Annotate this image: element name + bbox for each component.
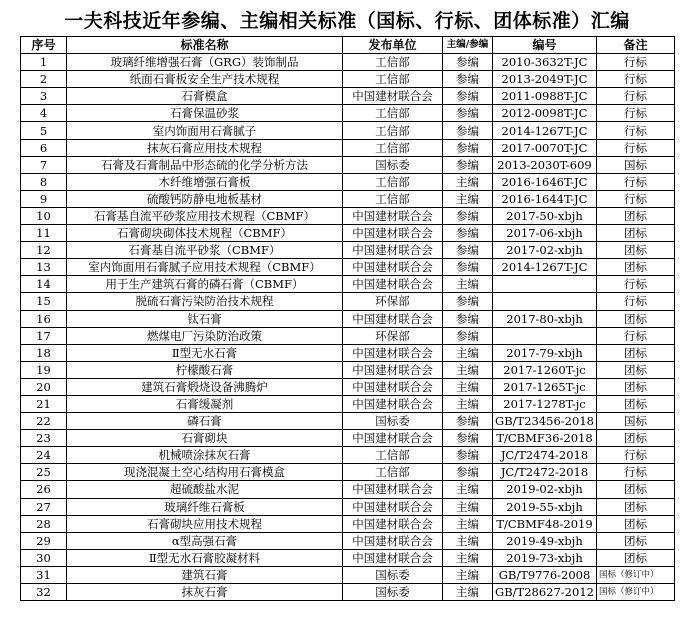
cell-remark: 团标: [597, 430, 675, 447]
cell-remark: 团标: [597, 515, 675, 532]
cell-publisher: 中国建材联合会: [343, 225, 443, 242]
cell-publisher: 工信部: [343, 105, 443, 122]
cell-publisher: 工信部: [343, 190, 443, 207]
cell-role: 主编: [443, 515, 493, 532]
cell-row-number: 4: [21, 105, 67, 122]
cell-standard-code: GB/T9776-2008: [493, 566, 597, 583]
cell-standard-code: 2017-1265T-jc: [493, 378, 597, 395]
cell-remark: 国标: [597, 413, 675, 430]
table-row: [21, 276, 675, 293]
table-row: [21, 566, 675, 583]
cell-role: 主编: [443, 190, 493, 207]
table-body: [21, 54, 675, 601]
cell-role: 主编: [443, 549, 493, 566]
cell-role: 主编: [443, 498, 493, 515]
cell-row-number: 9: [21, 190, 67, 207]
cell-remark: 国标（修订中）: [597, 566, 675, 583]
cell-role: 参编: [443, 54, 493, 71]
cell-row-number: 17: [21, 327, 67, 344]
cell-standard-code: JC/T2472-2018: [493, 464, 597, 481]
cell-standard-name: 柠檬酸石膏: [67, 361, 343, 378]
cell-row-number: 32: [21, 584, 67, 601]
cell-role: 参编: [443, 310, 493, 327]
cell-standard-name: 脱硫石膏污染防治技术规程: [67, 293, 343, 310]
cell-remark: 行标: [597, 122, 675, 139]
table-row: [21, 344, 675, 361]
cell-role: 主编: [443, 276, 493, 293]
cell-row-number: 31: [21, 566, 67, 583]
cell-role: 参编: [443, 259, 493, 276]
header-role: 主编/参编: [443, 37, 493, 54]
table-row: [21, 584, 675, 601]
cell-remark: 团标: [597, 532, 675, 549]
cell-role: 参编: [443, 447, 493, 464]
standards-table: [20, 36, 675, 601]
cell-publisher: 中国建材联合会: [343, 207, 443, 224]
cell-standard-name: 硫酸钙防静电地板基材: [67, 190, 343, 207]
cell-remark: 团标: [597, 395, 675, 412]
cell-publisher: 中国建材联合会: [343, 532, 443, 549]
table-row: [21, 242, 675, 259]
cell-standard-code: 2019-55-xbjh: [493, 498, 597, 515]
cell-role: 参编: [443, 225, 493, 242]
cell-standard-name: 石膏砌块: [67, 430, 343, 447]
cell-publisher: 中国建材联合会: [343, 276, 443, 293]
table-row: [21, 190, 675, 207]
cell-standard-name: 纸面石膏板安全生产技术规程: [67, 71, 343, 88]
cell-publisher: 中国建材联合会: [343, 515, 443, 532]
cell-standard-code: 2010-3632T-JC: [493, 54, 597, 71]
cell-role: 主编: [443, 481, 493, 498]
cell-remark: 行标: [597, 293, 675, 310]
cell-standard-code: 2019-02-xbjh: [493, 481, 597, 498]
table-row: [21, 532, 675, 549]
cell-standard-code: 2016-1646T-JC: [493, 173, 597, 190]
cell-remark: 团标: [597, 498, 675, 515]
cell-publisher: 工信部: [343, 139, 443, 156]
cell-publisher: 中国建材联合会: [343, 344, 443, 361]
cell-standard-name: 抹灰石膏: [67, 584, 343, 601]
cell-row-number: 26: [21, 481, 67, 498]
table-row: [21, 173, 675, 190]
cell-standard-code: 2017-80-xbjh: [493, 310, 597, 327]
table-row: [21, 481, 675, 498]
cell-standard-code: [493, 327, 597, 344]
cell-remark: 团标: [597, 549, 675, 566]
cell-row-number: 10: [21, 207, 67, 224]
cell-row-number: 22: [21, 413, 67, 430]
cell-standard-name: 石膏砌块砌体技术规程（CBMF）: [67, 225, 343, 242]
table-row: [21, 327, 675, 344]
cell-standard-code: GB/T28627-2012: [493, 584, 597, 601]
cell-standard-name: α型高强石膏: [67, 532, 343, 549]
cell-publisher: 中国建材联合会: [343, 242, 443, 259]
table-row: [21, 430, 675, 447]
cell-publisher: 中国建材联合会: [343, 498, 443, 515]
cell-row-number: 15: [21, 293, 67, 310]
cell-standard-code: 2017-06-xbjh: [493, 225, 597, 242]
cell-standard-name: 燃煤电厂污染防治政策: [67, 327, 343, 344]
table-row: [21, 361, 675, 378]
cell-role: 参编: [443, 464, 493, 481]
cell-row-number: 20: [21, 378, 67, 395]
cell-publisher: 工信部: [343, 447, 443, 464]
cell-role: 参编: [443, 122, 493, 139]
table-row: [21, 310, 675, 327]
cell-role: 参编: [443, 207, 493, 224]
cell-remark: 行标: [597, 173, 675, 190]
cell-standard-code: 2017-50-xbjh: [493, 207, 597, 224]
cell-standard-name: 用于生产建筑石膏的磷石膏（CBMF）: [67, 276, 343, 293]
cell-standard-name: 玻璃纤维石膏板: [67, 498, 343, 515]
header-code: 编号: [493, 37, 597, 54]
cell-standard-name: 现浇混凝土空心结构用石膏模盒: [67, 464, 343, 481]
cell-row-number: 19: [21, 361, 67, 378]
cell-remark: 团标: [597, 481, 675, 498]
cell-role: 参编: [443, 327, 493, 344]
cell-publisher: 工信部: [343, 54, 443, 71]
cell-role: 参编: [443, 156, 493, 173]
cell-row-number: 1: [21, 54, 67, 71]
cell-row-number: 5: [21, 122, 67, 139]
cell-row-number: 28: [21, 515, 67, 532]
cell-remark: 国标: [597, 156, 675, 173]
cell-standard-code: 2014-1267T-JC: [493, 259, 597, 276]
cell-role: 主编: [443, 532, 493, 549]
cell-role: 参编: [443, 105, 493, 122]
cell-role: 参编: [443, 88, 493, 105]
cell-publisher: 国标委: [343, 156, 443, 173]
cell-standard-code: JC/T2474-2018: [493, 447, 597, 464]
cell-remark: 行标: [597, 88, 675, 105]
header-publisher: 发布单位: [343, 37, 443, 54]
cell-remark: 行标: [597, 464, 675, 481]
table-row: [21, 395, 675, 412]
cell-standard-code: 2017-02-xbjh: [493, 242, 597, 259]
cell-standard-code: 2017-1278T-jc: [493, 395, 597, 412]
cell-standard-name: 室内饰面用石膏腻子: [67, 122, 343, 139]
cell-publisher: 中国建材联合会: [343, 259, 443, 276]
cell-standard-name: 超硫酸盐水泥: [67, 481, 343, 498]
cell-remark: 行标: [597, 327, 675, 344]
cell-standard-code: 2012-0098T-JC: [493, 105, 597, 122]
cell-publisher: 中国建材联合会: [343, 395, 443, 412]
cell-row-number: 14: [21, 276, 67, 293]
cell-publisher: 国标委: [343, 566, 443, 583]
cell-standard-name: 石膏基自流平砂浆（CBMF）: [67, 242, 343, 259]
cell-role: 参编: [443, 293, 493, 310]
cell-publisher: 中国建材联合会: [343, 378, 443, 395]
cell-standard-name: 机械喷涂抹灰石膏: [67, 447, 343, 464]
table-row: [21, 88, 675, 105]
cell-standard-name: Ⅱ型无水石膏胶凝材料: [67, 549, 343, 566]
table-row: [21, 259, 675, 276]
header-name: 标准名称: [67, 37, 343, 54]
cell-standard-code: 2017-79-xbjh: [493, 344, 597, 361]
cell-row-number: 27: [21, 498, 67, 515]
cell-standard-name: 石膏模盒: [67, 88, 343, 105]
cell-standard-name: 玻璃纤维增强石膏（GRG）装饰制品: [67, 54, 343, 71]
cell-role: 主编: [443, 584, 493, 601]
cell-publisher: 中国建材联合会: [343, 430, 443, 447]
cell-standard-code: GB/T23456-2018: [493, 413, 597, 430]
cell-role: 主编: [443, 361, 493, 378]
cell-standard-code: 2016-1644T-JC: [493, 190, 597, 207]
document-title: 一夫科技近年参编、主编相关标准（国标、行标、团体标准）汇编: [64, 10, 630, 32]
cell-row-number: 2: [21, 71, 67, 88]
cell-publisher: 工信部: [343, 464, 443, 481]
cell-role: 参编: [443, 430, 493, 447]
cell-row-number: 29: [21, 532, 67, 549]
cell-role: 主编: [443, 378, 493, 395]
cell-standard-name: 磷石膏: [67, 413, 343, 430]
cell-publisher: 工信部: [343, 173, 443, 190]
cell-publisher: 中国建材联合会: [343, 549, 443, 566]
cell-remark: 团标: [597, 344, 675, 361]
table-row: [21, 498, 675, 515]
cell-publisher: 国标委: [343, 413, 443, 430]
table-row: [21, 549, 675, 566]
cell-remark: 行标: [597, 139, 675, 156]
cell-standard-name: 室内饰面用石膏腻子应用技术规程（CBMF）: [67, 259, 343, 276]
cell-row-number: 11: [21, 225, 67, 242]
cell-standard-code: 2014-1267T-JC: [493, 122, 597, 139]
cell-remark: 团标: [597, 207, 675, 224]
cell-publisher: 工信部: [343, 71, 443, 88]
cell-row-number: 12: [21, 242, 67, 259]
table-row: [21, 378, 675, 395]
cell-standard-code: [493, 276, 597, 293]
table-row: [21, 225, 675, 242]
cell-standard-name: 石膏及石膏制品中形态硫的化学分析方法: [67, 156, 343, 173]
cell-standard-name: 抹灰石膏应用技术规程: [67, 139, 343, 156]
cell-standard-name: 石膏保温砂浆: [67, 105, 343, 122]
cell-row-number: 3: [21, 88, 67, 105]
cell-standard-name: 建筑石膏: [67, 566, 343, 583]
cell-publisher: 环保部: [343, 293, 443, 310]
cell-remark: 团标: [597, 225, 675, 242]
cell-row-number: 8: [21, 173, 67, 190]
cell-remark: 行标: [597, 447, 675, 464]
cell-row-number: 24: [21, 447, 67, 464]
table-row: [21, 139, 675, 156]
cell-row-number: 18: [21, 344, 67, 361]
table-row: [21, 54, 675, 71]
cell-role: 主编: [443, 566, 493, 583]
table-row: [21, 122, 675, 139]
cell-standard-code: 2019-49-xbjh: [493, 532, 597, 549]
cell-publisher: 国标委: [343, 584, 443, 601]
cell-row-number: 30: [21, 549, 67, 566]
cell-row-number: 6: [21, 139, 67, 156]
cell-standard-code: 2013-2049T-JC: [493, 71, 597, 88]
table-row: [21, 515, 675, 532]
cell-row-number: 13: [21, 259, 67, 276]
cell-remark: 国标（修订中）: [597, 584, 675, 601]
cell-role: 参编: [443, 71, 493, 88]
cell-row-number: 7: [21, 156, 67, 173]
cell-standard-name: 钛石膏: [67, 310, 343, 327]
cell-role: 参编: [443, 139, 493, 156]
cell-remark: 行标: [597, 190, 675, 207]
cell-row-number: 25: [21, 464, 67, 481]
table-row: [21, 207, 675, 224]
cell-role: 参编: [443, 242, 493, 259]
cell-remark: 行标: [597, 276, 675, 293]
cell-standard-name: 石膏缓凝剂: [67, 395, 343, 412]
cell-role: 主编: [443, 173, 493, 190]
table-row: [21, 293, 675, 310]
cell-publisher: 中国建材联合会: [343, 88, 443, 105]
cell-role: 参编: [443, 413, 493, 430]
table-row: [21, 447, 675, 464]
cell-standard-code: 2017-1260T-jc: [493, 361, 597, 378]
table-row: [21, 71, 675, 88]
cell-publisher: 中国建材联合会: [343, 481, 443, 498]
table-header-row: [21, 37, 675, 54]
cell-standard-code: 2011-0988T-JC: [493, 88, 597, 105]
cell-remark: 行标: [597, 71, 675, 88]
header-remark: 备注: [597, 37, 675, 54]
table-row: [21, 413, 675, 430]
cell-standard-code: T/CBMF48-2019: [493, 515, 597, 532]
cell-role: 主编: [443, 344, 493, 361]
cell-publisher: 工信部: [343, 122, 443, 139]
cell-standard-code: 2013-2030T-609: [493, 156, 597, 173]
table-row: [21, 105, 675, 122]
cell-standard-name: 建筑石膏煅烧设备沸腾炉: [67, 378, 343, 395]
cell-remark: 团标: [597, 378, 675, 395]
cell-remark: 团标: [597, 259, 675, 276]
cell-standard-code: [493, 293, 597, 310]
cell-role: 主编: [443, 395, 493, 412]
cell-standard-name: 石膏基自流平砂浆应用技术规程（CBMF）: [67, 207, 343, 224]
cell-standard-code: 2017-0070T-JC: [493, 139, 597, 156]
cell-publisher: 环保部: [343, 327, 443, 344]
cell-remark: 团标: [597, 242, 675, 259]
table-row: [21, 156, 675, 173]
cell-row-number: 23: [21, 430, 67, 447]
header-no: 序号: [21, 37, 67, 54]
cell-standard-code: 2019-73-xbjh: [493, 549, 597, 566]
cell-standard-name: 木纤维增强石膏板: [67, 173, 343, 190]
cell-publisher: 中国建材联合会: [343, 361, 443, 378]
cell-row-number: 21: [21, 395, 67, 412]
cell-standard-code: T/CBMF36-2018: [493, 430, 597, 447]
cell-publisher: 中国建材联合会: [343, 310, 443, 327]
cell-remark: 团标: [597, 361, 675, 378]
cell-standard-name: Ⅱ型无水石膏: [67, 344, 343, 361]
cell-remark: 行标: [597, 105, 675, 122]
table-row: [21, 464, 675, 481]
cell-remark: 团标: [597, 310, 675, 327]
cell-standard-name: 石膏砌块应用技术规程: [67, 515, 343, 532]
cell-remark: 行标: [597, 54, 675, 71]
cell-row-number: 16: [21, 310, 67, 327]
